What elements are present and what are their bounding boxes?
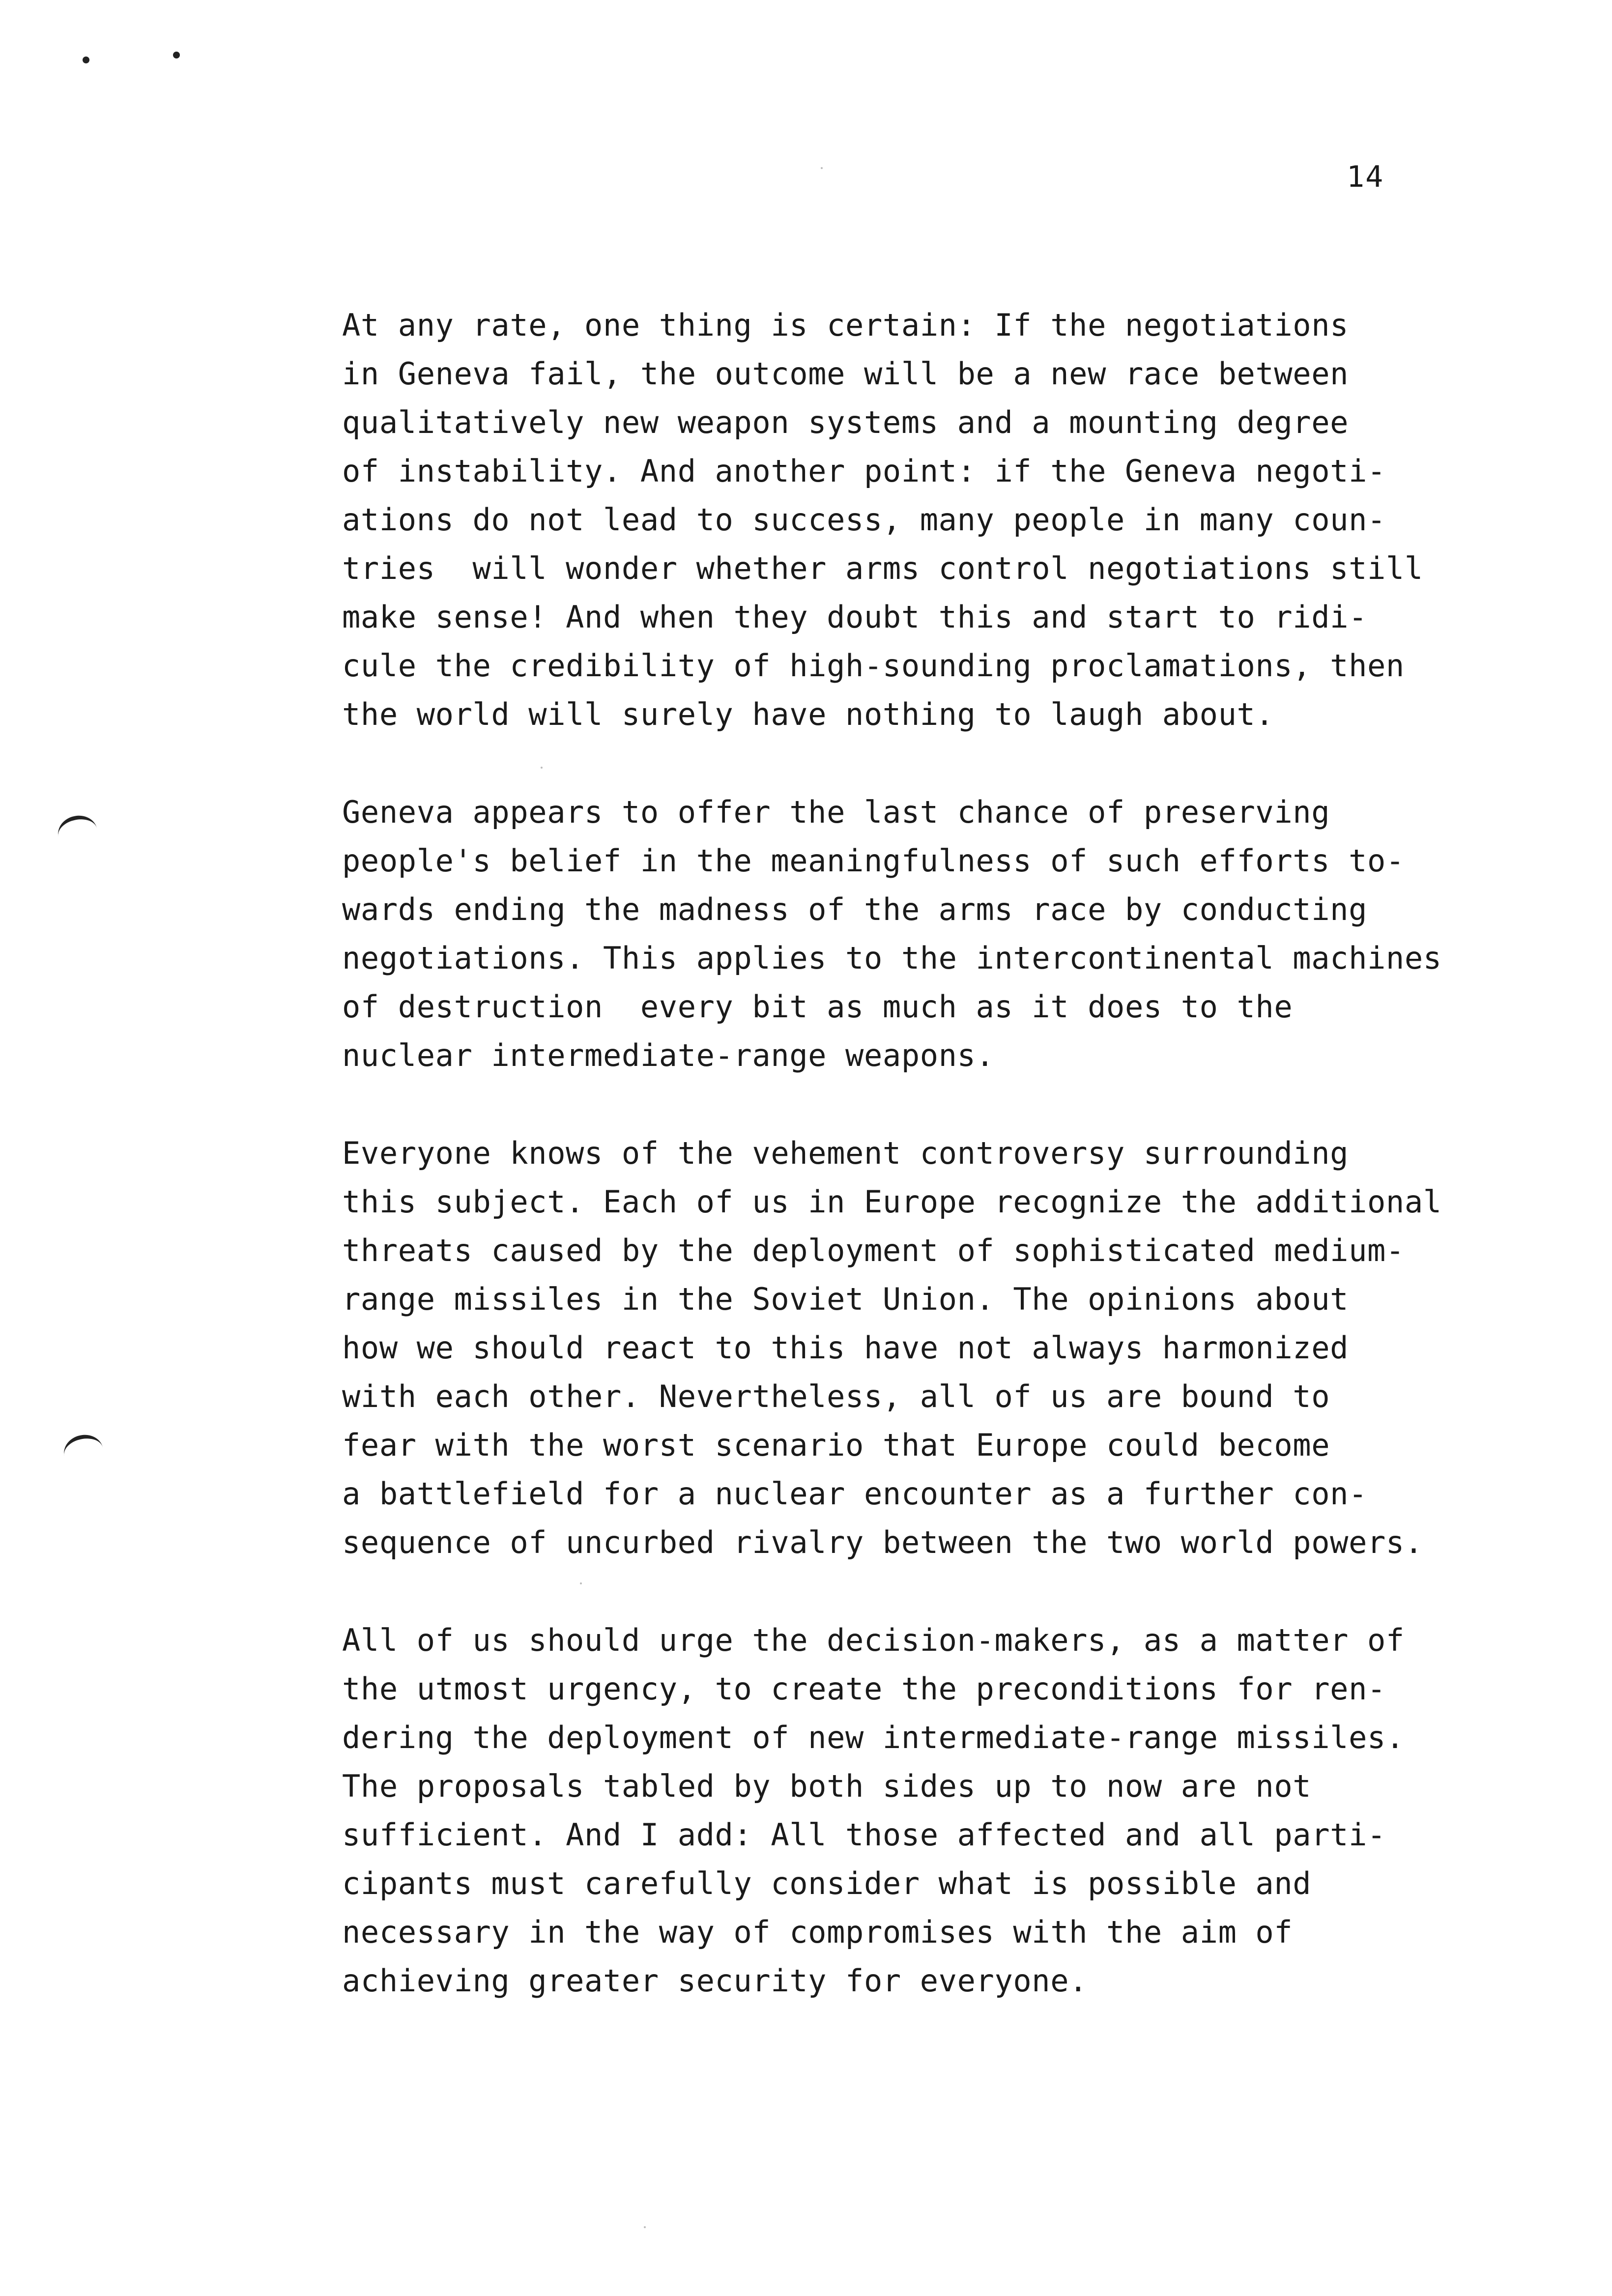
text-line: All of us should urge the decision-makers, as a matter of	[342, 1622, 1405, 1658]
text-line: Geneva appears to offer the last chance of preserving	[342, 794, 1330, 830]
paragraph	[342, 1129, 1531, 1567]
binding-hole-mark	[61, 1431, 106, 1472]
page-number: 14	[1347, 160, 1384, 194]
paragraph	[342, 301, 1531, 739]
scan-speck	[821, 167, 823, 169]
paragraph	[342, 1616, 1531, 2005]
text-line: dering the deployment of new intermediate-range missiles.	[342, 1720, 1405, 1755]
text-line: of destruction every bit as much as it does to the	[342, 989, 1293, 1025]
text-line: threats caused by the deployment of sophisticated medium-	[342, 1233, 1405, 1268]
paragraph	[342, 788, 1531, 1080]
text-line: this subject. Each of us in Europe recognize the additional	[342, 1184, 1442, 1220]
text-line: cule the credibility of high-sounding proclamations, then	[342, 648, 1405, 684]
text-line: range missiles in the Soviet Union. The opinions about	[342, 1281, 1349, 1317]
text-line: people's belief in the meaningfulness of such efforts to-	[342, 843, 1405, 879]
document-body	[342, 301, 1531, 2054]
text-line: the utmost urgency, to create the preconditions for ren-	[342, 1671, 1386, 1707]
text-line: the world will surely have nothing to laugh about.	[342, 696, 1274, 732]
text-line: wards ending the madness of the arms race by conducting	[342, 891, 1367, 927]
text-line: with each other. Nevertheless, all of us are bound to	[342, 1378, 1330, 1414]
text-line: sufficient. And I add: All those affected and all parti-	[342, 1817, 1386, 1853]
text-line: qualitatively new weapon systems and a mounting degree	[342, 404, 1349, 440]
text-line: ations do not lead to success, many people in many coun-	[342, 502, 1386, 538]
text-line: sequence of uncurbed rivalry between the two world powers.	[342, 1524, 1423, 1560]
text-line: of instability. And another point: if the Geneva negoti-	[342, 453, 1386, 489]
text-line: cipants must carefully consider what is possible and	[342, 1866, 1312, 1901]
text-line: how we should react to this have not always harmonized	[342, 1330, 1349, 1366]
binding-hole-mark	[55, 812, 100, 853]
text-line: Everyone knows of the vehement controversy surrounding	[342, 1135, 1349, 1171]
text-line: in Geneva fail, the outcome will be a new race between	[342, 356, 1349, 392]
scan-dot-mark	[173, 52, 180, 58]
text-line: The proposals tabled by both sides up to now are not	[342, 1768, 1312, 1804]
text-line: At any rate, one thing is certain: If the negotiations	[342, 307, 1349, 343]
text-line: a battlefield for a nuclear encounter as a further con-	[342, 1476, 1367, 1512]
scan-dot-mark	[83, 57, 89, 63]
scan-speck	[644, 2226, 646, 2228]
text-line: tries will wonder whether arms control negotiations still	[342, 550, 1423, 586]
text-line: make sense! And when they doubt this and start to ridi-	[342, 599, 1367, 635]
text-line: necessary in the way of compromises with the aim of	[342, 1914, 1293, 1950]
text-line: nuclear intermediate-range weapons.	[342, 1037, 995, 1073]
text-line: fear with the worst scenario that Europe could become	[342, 1427, 1330, 1463]
text-line: achieving greater security for everyone.	[342, 1963, 1088, 1999]
text-line: negotiations. This applies to the intercontinental machines	[342, 940, 1442, 976]
